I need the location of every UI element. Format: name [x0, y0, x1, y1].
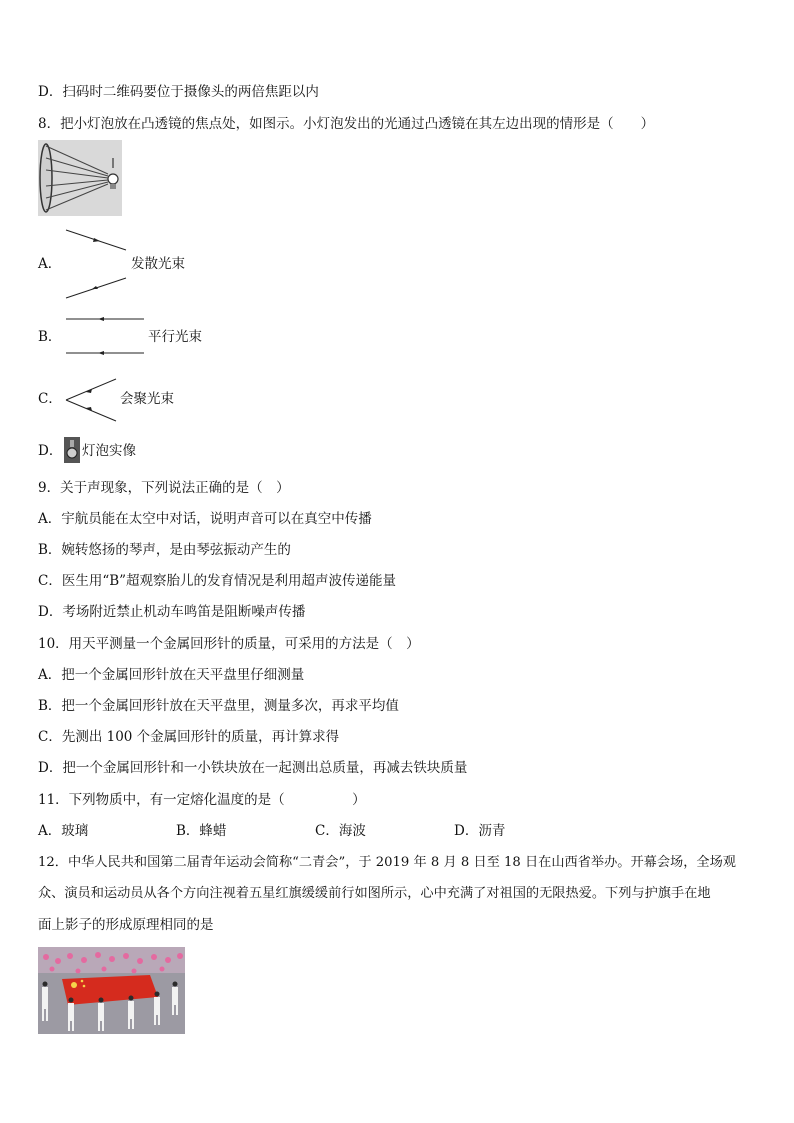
q8-option-c-caption: 会聚光束	[120, 391, 174, 407]
q8-option-a-figure	[62, 226, 130, 302]
q8-option-b-label: B．	[38, 329, 62, 345]
q8-option-c-label: C．	[38, 391, 62, 407]
q8-option-d-bulb-image	[64, 437, 80, 463]
q12-stem-line-2: 众、演员和运动员从各个方向注视着五星红旗缓缓前行如图所示，心中充满了对祖国的无限热爱。下列与护旗手在地	[38, 886, 711, 901]
q10-option-d: D．把一个金属回形针和一小铁块放在一起测出总质量，再减去铁块质量	[38, 760, 468, 776]
q8-lens-figure	[38, 140, 122, 216]
q8-option-d-label: D．	[38, 443, 63, 459]
q10-option-a: A．把一个金属回形针放在天平盘里仔细测量	[38, 667, 305, 683]
q8-stem: 8．把小灯泡放在凸透镜的焦点处，如图示。小灯泡发出的光通过凸透镜在其左边出现的情形是（ ）	[38, 116, 655, 132]
q9-option-c: C．医生用“B”超观察胎儿的发育情况是利用超声波传递能量	[38, 573, 397, 589]
q10-stem: 10．用天平测量一个金属回形针的质量，可采用的方法是（ ）	[38, 636, 420, 652]
q9-option-a: A．宇航员能在太空中对话，说明声音可以在真空中传播	[38, 511, 372, 527]
q11-option-b: B．蜂蜡	[176, 823, 227, 839]
q8-option-b-caption: 平行光束	[148, 329, 202, 345]
q8-option-b-figure	[64, 312, 146, 360]
q8-option-a-label: A．	[38, 256, 62, 272]
q8-option-d-caption: 灯泡实像	[82, 443, 136, 459]
q10-option-c: C．先测出 100 个金属回形针的质量，再计算求得	[38, 729, 340, 745]
q10-option-b: B．把一个金属回形针放在天平盘里，测量多次，再求平均值	[38, 698, 399, 714]
q11-stem: 11．下列物质中，有一定熔化温度的是（ ）	[38, 792, 366, 808]
q8-option-a-caption: 发散光束	[131, 256, 185, 272]
q11-option-c: C．海波	[315, 823, 366, 839]
q8-option-c-figure	[62, 376, 118, 424]
q7-option-d: D．扫码时二维码要位于摄像头的两倍焦距以内	[38, 84, 319, 100]
q12-stem-line-3: 面上影子的形成原理相同的是	[38, 917, 214, 933]
q9-stem: 9．关于声现象，下列说法正确的是（ ）	[38, 480, 290, 496]
q9-option-d: D．考场附近禁止机动车鸣笛是阻断噪声传播	[38, 604, 306, 620]
flag-bearers-photo	[38, 947, 185, 1034]
q12-stem-line-1: 12．中华人民共和国第二届青年运动会简称“二青会”，于 2019 年 8 月 8 日至 18 日在山西省举办。开幕会场，全场观	[38, 855, 736, 870]
q9-option-b: B．婉转悠扬的琴声，是由琴弦振动产生的	[38, 542, 291, 558]
q11-option-d: D．沥青	[454, 823, 506, 839]
q11-option-a: A．玻璃	[38, 823, 89, 839]
